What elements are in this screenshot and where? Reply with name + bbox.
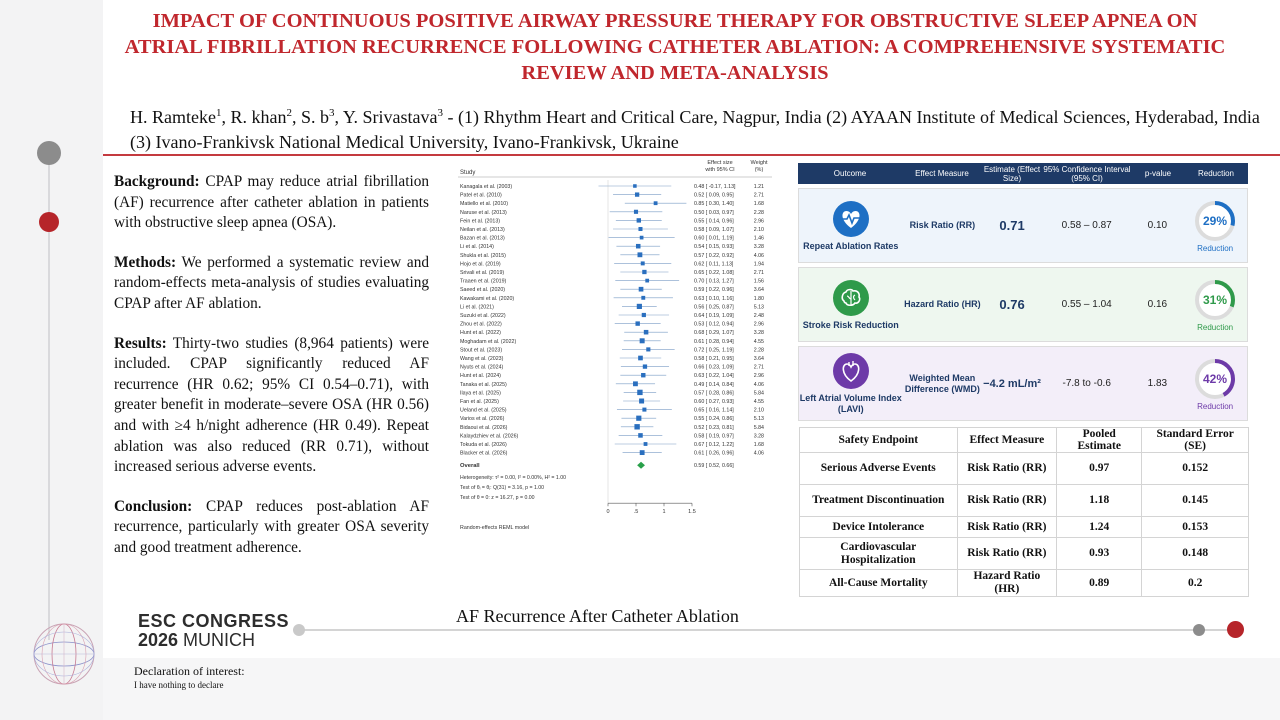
forest-weight-label: 2.10 [753,407,764,414]
poster-title: IMPACT OF CONTINUOUS POSITIVE AIRWAY PRESSURE THERAPY FOR OBSTRUCTIVE SLEEP APNEA ON ATRIAL FIBRILLATION RECURRENCE FOLLOWING CATHETER ABLATION: A COMPREHENSIVE SYSTEMATIC REVIEW AND META-ANALYSIS [124,10,1226,84]
forest-weight-label: 1.68 [753,201,764,208]
forest-weight-label: 2.28 [753,209,764,216]
forest-study-label: Hunt et al. (2022) [460,330,501,337]
forest-point [636,244,641,249]
forest-ci-label: 0.56 [ 0.25, 0.87] [694,304,734,311]
effect-row-lavi: Left Atrial Volume Index (LAVI) Weighted Mean Difference (WMD) −4.2 mL/m² -7.8 to -0.6 1.83 42% Reduction [798,346,1248,421]
forest-study-label: Li et al. (2021) [460,304,494,311]
forest-point [641,373,645,377]
forest-study-label: Wang et al. (2023) [460,356,504,362]
forest-weight-label: 2.71 [753,192,764,199]
forest-ci-label: 0.50 [ 0.03, 0.97] [694,209,734,216]
forest-point [642,270,646,274]
forest-study-label: Varios et al. (2026) [460,416,505,423]
forest-study-label: Naruse et al. (2013) [460,209,507,216]
forest-weight-label: 2.96 [753,218,764,225]
heart-icon [832,352,870,390]
forest-point [637,218,641,222]
conclusion-section: Conclusion: CPAP reduces post-ablation AF recurrence, particularly with greater OSA severity and good treatment adherence. [114,497,429,556]
forest-weight-label: 2.71 [753,364,764,371]
forest-header-effect: Effect size [707,160,733,166]
forest-ci-label: 0.55 [ 0.24, 0.86] [694,416,734,423]
forest-study-label: Tanaka et al. (2025) [460,381,507,388]
forest-ci-label: 0.70 [ 0.13, 1.27] [694,278,734,285]
forest-overall-ci: 0.59 [ 0.52, 0.66] [694,463,734,470]
forest-stat: Heterogeneity: τ² = 0.00, I² = 0.00%, H² = 1.00 [460,475,567,482]
forest-study-label: Bazan et al. (2013) [460,235,505,242]
forest-weight-label: 5.13 [753,304,764,311]
forest-ci-label: 0.55 [ 0.14, 0.96] [694,218,734,225]
forest-point [641,261,645,265]
forest-point [641,296,645,300]
table-row: Cardiovascular Hospitalization Risk Ratio (RR) 0.93 0.148 [800,538,1249,570]
table-row: Treatment Discontinuation Risk Ratio (RR) 1.18 0.145 [800,485,1249,517]
safety-table-header: Safety Endpoint Effect Measure Pooled Estimate Standard Error (SE) [800,428,1249,453]
forest-caption: AF Recurrence After Catheter Ablation [456,606,739,626]
forest-tick-label: 0 [606,509,610,516]
forest-ci-label: 0.85 [ 0.30, 1.40] [694,201,734,208]
timeline-dot-grey [37,141,61,165]
forest-point [635,192,639,196]
forest-ci-label: 0.66 [ 0.23, 1.09] [694,364,734,371]
forest-point [637,304,642,309]
forest-ci-label: 0.52 [ 0.23, 0.81] [694,424,734,431]
forest-weight-label: 1.56 [753,278,764,285]
forest-study-label: Stout et al. (2023) [460,347,503,354]
forest-ci-label: 0.48 [ -0.17, 1.13] [694,184,736,190]
reduction-gauge [1193,199,1237,243]
forest-point [640,338,645,343]
forest-overall-diamond [637,462,645,469]
forest-point [644,330,649,335]
forest-weight-label: 1.94 [753,261,764,268]
forest-ci-label: 0.60 [ 0.27, 0.93] [694,399,734,405]
forest-study-label: Kawakami et al. (2020) [460,295,515,302]
forest-weight-label: 2.96 [753,373,764,380]
forest-ci-label: 0.65 [ 0.22, 1.08] [694,270,734,276]
table-row: All-Cause Mortality Hazard Ratio (HR) 0.89 0.2 [800,570,1249,597]
forest-plot [450,156,780,592]
table-row: Device Intolerance Risk Ratio (RR) 1.24 0.153 [800,517,1249,538]
forest-overall-label: Overall [460,463,480,470]
footer-band [103,658,1280,720]
forest-ci-label: 0.57 [ 0.22, 0.92] [694,252,734,259]
forest-study-label: Srivali et al. (2019) [460,270,505,276]
forest-ci-label: 0.67 [ 0.12, 1.22] [694,442,734,448]
forest-study-label: Suzuki et al. (2022) [460,313,506,319]
forest-stat: Test of θ = 0: z = 16.27, p = 0.00 [460,495,535,502]
forest-weight-label: 2.71 [753,270,764,276]
effect-table [798,163,1248,421]
forest-point [638,433,643,438]
forest-weight-label: 1.21 [753,184,764,190]
forest-weight-label: 4.55 [753,399,764,405]
forest-ci-label: 0.49 [ 0.14, 0.84] [694,381,734,388]
gauge-value: 42% [1203,371,1228,386]
forest-weight-label: 3.64 [753,287,764,294]
forest-point [645,279,649,283]
forest-ci-label: 0.61 [ 0.28, 0.94] [694,338,734,345]
forest-study-label: Traaen et al. (2019) [460,278,507,285]
forest-point [637,390,642,395]
forest-ci-label: 0.63 [ 0.10, 1.16] [694,295,734,302]
forest-weight-label: 4.06 [753,252,764,259]
forest-weight-label: 3.28 [753,330,764,337]
forest-weight-label: 1.46 [753,235,764,242]
forest-weight-label: 3.28 [753,244,764,251]
authors-line: H. Ramteke$^1$, R. khan$^2$, S. $b^3$, Y. Srivastava$^3$ - (1) Rhythm Heart and Critical Care, Nagpur, India (2) AYAAN Institute of Medical Sciences, Hyderabad, India (3) Ivano-Frankivsk National Medical University, Ivano-Frankivsk, Ukraine [130,107,1260,152]
forest-study-label: Fan et al. (2025) [460,399,499,405]
forest-weight-label: 1.80 [753,295,764,302]
forest-tick-label: 1 [662,509,666,516]
globe-icon [32,622,96,686]
left-strip [0,0,103,720]
forest-header-weight: Weight [750,160,768,166]
timeline-line [48,160,50,640]
footer-dot-red [1227,621,1244,638]
forest-weight-label: 5.13 [753,416,764,423]
forest-study-label: Li et al. (2014) [460,244,494,251]
forest-point [639,399,644,404]
forest-ci-label: 0.60 [ 0.01, 1.19] [694,235,734,242]
forest-study-label: Moghadam et al. (2022) [460,338,517,345]
forest-ci-label: 0.52 [ 0.09, 0.95] [694,192,734,199]
forest-point [636,416,641,421]
forest-study-label: Saeed et al. (2020) [460,287,506,294]
forest-ci-label: 0.61 [ 0.26, 0.96] [694,450,734,457]
forest-point [634,424,639,429]
forest-study-label: Ilaya et al. (2025) [460,390,501,397]
forest-point [643,364,647,368]
forest-study-label: Shukla et al. (2015) [460,252,506,259]
heartbeat-icon [832,200,870,238]
forest-ci-label: 0.58 [ 0.09, 1.07] [694,227,734,233]
forest-ci-label: 0.58 [ 0.19, 0.97] [694,433,734,440]
forest-header-study: Study [460,170,476,176]
declaration-text: I have nothing to declare [134,680,224,690]
congress-logo: ESC CONGRESS 2026 MUNICH [138,611,290,650]
forest-study-label: Hunt et al. (2024) [460,373,501,380]
forest-ci-label: 0.63 [ 0.22, 1.04] [694,373,734,380]
forest-study-label: Fein et al. (2013) [460,218,501,225]
safety-table [799,427,1249,597]
footer-line [298,629,1238,631]
forest-study-label: Kanagala et al. (2003) [460,184,513,190]
forest-study-label: Patel et al. (2010) [460,192,502,199]
forest-point [633,184,637,188]
forest-weight-label: 3.64 [753,356,764,362]
forest-study-label: Blacker et al. (2026) [460,450,508,457]
forest-point [639,287,644,292]
forest-weight-label: 5.84 [753,390,764,397]
declaration-title: Declaration of interest: [134,664,245,678]
forest-weight-label: 3.28 [753,433,764,440]
forest-tick-label: .5 [633,509,639,516]
reduction-gauge [1193,357,1237,401]
forest-study-label: Tokuda et al. (2026) [460,442,507,448]
forest-weight-label: 4.55 [753,338,764,345]
reduction-gauge [1193,278,1237,322]
footer-dot [1193,624,1205,636]
forest-point [642,408,646,412]
forest-weight-label: 4.06 [753,381,764,388]
forest-ci-label: 0.57 [ 0.28, 0.86] [694,390,734,397]
forest-weight-label: 2.48 [753,313,764,319]
forest-ci-label: 0.62 [ 0.11, 1.13] [694,261,734,268]
footer-dot [293,624,305,636]
effect-row-repeat-ablation: Repeat Ablation Rates Risk Ratio (RR) 0.71 0.58 – 0.87 0.10 29% Reduction [798,188,1248,263]
forest-ci-label: 0.54 [ 0.15, 0.93] [694,244,734,251]
forest-point [638,252,643,257]
forest-tick-label: 1.5 [688,509,696,516]
forest-weight-label: 2.28 [753,347,764,354]
results-section: Results: Thirty-two studies (8,964 patients) were included. CPAP significantly reduced AF recurrence (HR 0.62; 95% CI 0.54–0.71), with greater benefit in moderate–severe OSA (HR 0.56) and with ≥4 h/night adherence (HR 0.49). Repeat ablation was also reduced (RR 0.71), without increased serious adverse events. [114,334,429,476]
forest-point [654,201,658,205]
forest-study-label: Neilan et al. (2013) [460,227,505,233]
forest-weight-label: 2.10 [753,227,764,233]
forest-footnote: Random-effects REML model [460,525,530,532]
background-section: Background: CPAP may reduce atrial fibrillation (AF) recurrence after catheter ablation in patients with obstructive sleep apnea (OSA). [114,173,429,232]
forest-ci-label: 0.68 [ 0.29, 1.07] [694,330,734,337]
forest-ci-label: 0.64 [ 0.19, 1.09] [694,313,734,319]
forest-weight-label: 4.06 [753,450,764,457]
gauge-value: 29% [1203,213,1228,228]
forest-point [642,313,646,317]
forest-weight-label: 5.84 [753,424,764,431]
methods-section: Methods: We performed a systematic review and random-effects meta-analysis of studies evaluating CPAP after AF ablation. [114,253,429,312]
forest-point [638,227,642,231]
forest-point [635,321,639,325]
forest-point [640,236,644,240]
forest-study-label: Bidaoui et al. (2026) [460,424,508,431]
forest-point [646,347,650,351]
forest-point [634,210,638,214]
timeline-dot-red [39,212,59,232]
forest-ci-label: 0.53 [ 0.12, 0.94] [694,321,734,328]
forest-weight-label: 1.68 [753,442,764,448]
forest-point [644,442,648,446]
forest-ci-label: 0.65 [ 0.16, 1.14] [694,407,734,414]
abstract [114,172,429,578]
forest-study-label: Zhou et al. (2022) [460,321,502,328]
forest-header-effect-ci: with 95% CI [705,167,735,173]
forest-ci-label: 0.58 [ 0.21, 0.95] [694,356,734,362]
table-row: Serious Adverse Events Risk Ratio (RR) 0.97 0.152 [800,453,1249,485]
forest-ci-label: 0.72 [ 0.25, 1.19] [694,347,734,354]
forest-study-label: Ueland et al. (2025) [460,407,507,414]
forest-header-weight-unit: (%) [754,167,764,173]
forest-ci-label: 0.59 [ 0.22, 0.96] [694,287,734,294]
forest-point [633,381,638,386]
forest-weight-label: 2.96 [753,321,764,328]
forest-study-label: Nyuts et al. (2024) [460,364,504,371]
forest-study-label: Hojo et al. (2019) [460,261,501,268]
forest-stat: Test of θᵢ = θⱼ: Q(31) = 3.16, p = 1.00 [460,485,545,492]
forest-study-label: Matiello et al. (2010) [460,201,508,208]
forest-point [640,450,645,455]
forest-point [638,356,643,361]
effect-table-header: Outcome Effect Measure Estimate (Effect Size) 95% Confidence Interval (95% CI) p-value Reduction [798,163,1248,184]
forest-study-label: Kalaydzhiev et al. (2026) [460,433,519,440]
effect-row-stroke-risk: Stroke Risk Reduction Hazard Ratio (HR) 0.76 0.55 – 1.04 0.16 31% Reduction [798,267,1248,342]
brain-icon [832,279,870,317]
gauge-value: 31% [1203,292,1228,307]
